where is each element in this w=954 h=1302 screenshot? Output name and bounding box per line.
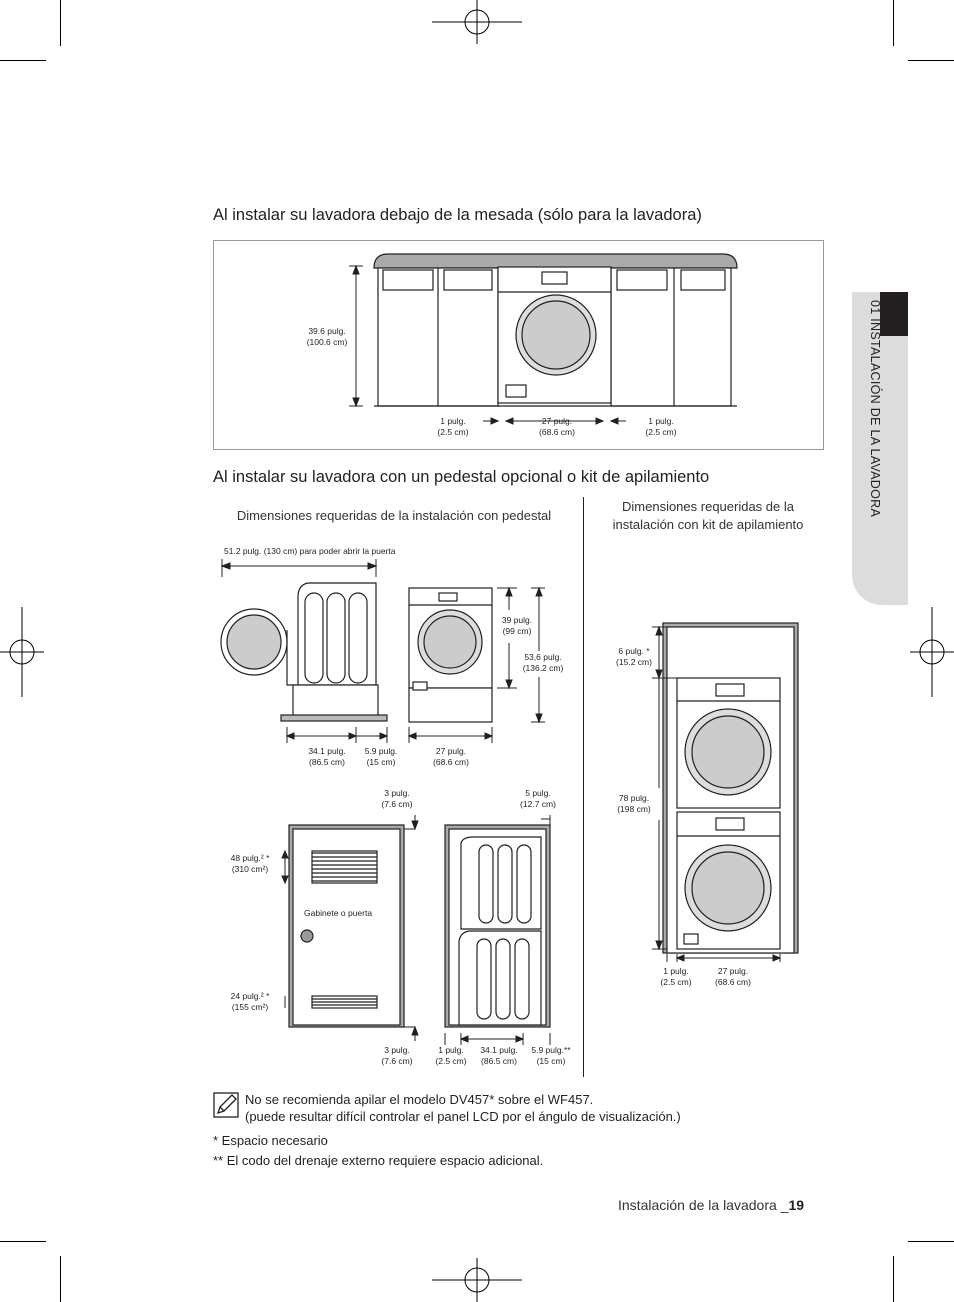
chapter-tab-label: 01 INSTALACIÓN DE LA LAVADORA [868,300,882,518]
dim-53-label: 53,6 pulg. (136.2 cm) [522,652,564,673]
dim-5-label: 5 pulg. (12.7 cm) [520,788,556,809]
cabinet-label: Gabinete o puerta [304,908,373,918]
crop-mark [893,0,894,46]
dim-3-bottom-label: 3 pulg. (7.6 cm) [381,1045,413,1066]
dim-59-b-label: 5.9 pulg.** (15 cm) [531,1045,571,1066]
width-dim-label: 27 pulg. (68.6 cm) [539,416,575,437]
dim-6-label: 6 pulg. * (15.2 cm) [616,646,652,667]
footnote-asterisk-1: * Espacio necesario [213,1133,328,1148]
height-dim-label: 39.6 pulg. (100.6 cm) [306,326,348,347]
dim-1-b-label: 1 pulg. (2.5 cm) [435,1045,467,1066]
crop-mark [0,60,46,61]
column-divider [583,497,584,1077]
crop-mark [0,1241,46,1242]
dim-78-label: 78 pulg. (198 cm) [617,793,651,814]
dim-39-label: 39 pulg. (99 cm) [501,615,533,636]
crop-mark [908,1241,954,1242]
crop-mark [60,1256,61,1302]
chapter-tab-marker [880,292,908,336]
dim-3-top-label: 3 pulg. (7.6 cm) [381,788,413,809]
right-gap-dim-label: 1 pulg. (2.5 cm) [645,416,677,437]
stacking-diagram [640,620,840,960]
dim-27-c-label: 27 pulg. (68.6 cm) [715,966,751,987]
dim-48-label: 48 pulg.² * (310 cm²) [230,853,270,874]
dim-34-a-label: 34.1 pulg. (86.5 cm) [308,746,346,767]
section-2-title: Al instalar su lavadora con un pedestal opcional o kit de apilamiento [213,468,710,486]
page-number: 19 [788,1197,805,1213]
page-footer [618,1197,804,1213]
stack-caption: Dimensiones requeridas de la instalación con kit de apilamiento [612,499,804,532]
dim-59-a-label: 5.9 pulg. (15 cm) [364,746,398,767]
section-1-title: Al instalar su lavadora debajo de la mesada (sólo para la lavadora) [213,206,702,224]
left-gap-dim-label: 1 pulg. (2.5 cm) [437,416,469,437]
pedestal-caption: Dimensiones requeridas de la instalación con pedestal [236,508,552,523]
crop-mark [60,0,61,46]
crop-mark [908,60,954,61]
footer-text: Instalación de la lavadora _ [618,1197,789,1213]
note-icon [213,1092,239,1118]
note-line-2: (puede resultar difícil controlar el panel LCD por el ángulo de visualización.) [245,1109,681,1124]
note-line-1: No se recomienda apilar el modelo DV457* sobre el WF457. [245,1092,594,1107]
crop-mark [893,1256,894,1302]
dim-24-label: 24 pulg.² * (155 cm²) [230,991,270,1012]
dim-34-b-label: 34.1 pulg. (86.5 cm) [480,1045,518,1066]
footnote-asterisk-2: ** El codo del drenaje externo requiere espacio adicional. [213,1153,544,1168]
door-open-dim-label: 51.2 pulg. (130 cm) para poder abrir la puerta [224,546,396,556]
dim-27-a-label: 27 pulg. (68.6 cm) [433,746,469,767]
dim-1-c-label: 1 pulg. (2.5 cm) [660,966,692,987]
